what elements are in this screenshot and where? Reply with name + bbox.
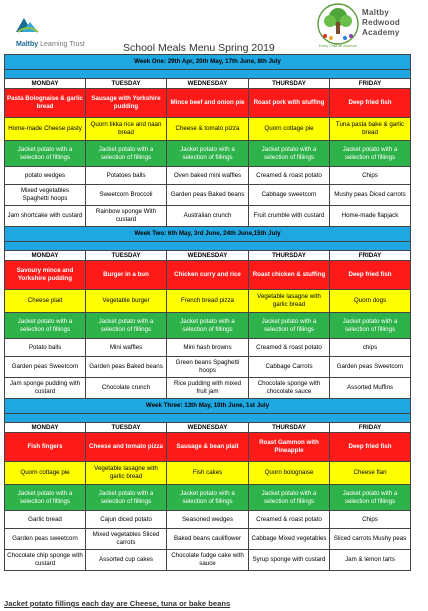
main-course-cell: Cheese and tomato pizza [86,433,167,462]
main-course-cell: Deep fried fish [330,261,411,290]
jacket-potato-cell: Jacket potato with a selection of fillings [167,141,249,167]
jacket-potato-cell: Jacket potato with a selection of fillings [249,141,330,167]
main-course-cell: Chicken curry and rice [167,261,249,290]
vegetable-side-row [5,529,411,550]
alternative-course-cell: Vegetable lasagne with garlic bread [249,290,330,313]
jacket-potato-cell: Jacket potato with a selection of fillings [249,313,330,339]
week-title-row [5,55,411,70]
vegetable-side-cell: Cabbage Mixed vegetables [249,529,330,550]
day-header: TUESDAY [86,79,167,89]
jacket-potato-row [5,141,411,167]
dessert-cell: Chocolate chip sponge with custard [5,550,86,571]
alternative-course-row [5,290,411,313]
main-course-cell: Burger in a bun [86,261,167,290]
week-spacer-row [5,414,411,423]
vegetable-side-cell: Green beans Spaghetti hoops [167,357,249,378]
jacket-potato-cell: Jacket potato with a selection of fillings [167,485,249,511]
day-header: FRIDAY [330,423,411,433]
main-course-cell: Savoury mince and Yorkshire pudding [5,261,86,290]
day-header: WEDNESDAY [167,251,249,261]
dessert-cell: Jam sponge pudding with custard [5,378,86,399]
side-cell: Oven baked mini waffles [167,167,249,185]
trust-name [16,41,85,48]
week-title: Week Three: 13th May, 10th June, 1st July [5,399,411,414]
vegetable-side-cell: Cabbage Carrots [249,357,330,378]
vegetable-side-cell: Garden peas Baked beans [86,357,167,378]
alternative-course-cell: Quorn tikka rice and naan bread [86,118,167,141]
side-cell: Potatoes balls [86,167,167,185]
jacket-potato-cell: Jacket potato with a selection of fillings [330,485,411,511]
main-course-cell: Pasta Bolognaise & garlic bread [5,89,86,118]
main-course-cell: Sausage with Yorkshire pudding [86,89,167,118]
alternative-course-cell: Cheese flan [330,462,411,485]
dessert-cell: Fruit crumble with custard [249,206,330,227]
jacket-potato-cell: Jacket potato with a selection of fillings [5,313,86,339]
dessert-cell: Rainbow sponge With custard [86,206,167,227]
day-header: WEDNESDAY [167,423,249,433]
dessert-cell: Assorted Muffins [330,378,411,399]
academy-name-line2: Redwood [362,18,401,27]
vegetable-side-row [5,357,411,378]
week-title: Week One: 29th Apr, 20th May, 17th June, 8th July [5,55,411,70]
alternative-course-cell: Vegetable lasagne with garlic bread [86,462,167,485]
vegetable-side-cell: Sliced carrots Mushy peas [330,529,411,550]
dessert-cell: Chocolate crunch [86,378,167,399]
alternative-course-cell: Cheese & tomato pizza [167,118,249,141]
side-row [5,339,411,357]
jacket-potato-row [5,485,411,511]
main-course-row [5,433,411,462]
main-course-cell: Deep fried fish [330,433,411,462]
day-header: MONDAY [5,251,86,261]
vegetable-side-cell: Garden peas Sweetcorn [330,357,411,378]
day-header: WEDNESDAY [167,79,249,89]
side-row [5,167,411,185]
alternative-course-cell: Tuna pasta bake & garlic bread [330,118,411,141]
jacket-potato-row [5,313,411,339]
side-cell: Creamed & roast potato [249,339,330,357]
week-title-row [5,399,411,414]
side-cell: Mini waffles [86,339,167,357]
main-course-cell: Mince beef and onion pie [167,89,249,118]
main-course-cell: Fish fingers [5,433,86,462]
jacket-potato-cell: Jacket potato with a selection of fillings [330,141,411,167]
alternative-course-row [5,462,411,485]
menu-body [5,55,411,571]
page-header [0,0,428,56]
academy-tree-logo [316,2,360,50]
main-course-cell: Roast Gammon with Pineapple [249,433,330,462]
vegetable-side-cell: Garden peas Baked beans [167,185,249,206]
side-cell: potato wedges [5,167,86,185]
day-header-row [5,79,411,89]
main-course-cell: Roast pork with stuffing [249,89,330,118]
alternative-course-cell: Quorn cottage pie [5,462,86,485]
side-cell: Creamed & roast potato [249,511,330,529]
dessert-row [5,550,411,571]
vegetable-side-cell: Mixed vegetables Sliced carrots [86,529,167,550]
side-cell: Chips [330,167,411,185]
svg-text:Every Child an Achiever: Every Child an Achiever [318,44,358,48]
jacket-potato-cell: Jacket potato with a selection of fillings [5,141,86,167]
day-header: FRIDAY [330,79,411,89]
week-spacer [5,242,411,251]
dessert-cell: Chocolate fudge cake with sauce [167,550,249,571]
vegetable-side-cell: Mushy peas Diced carrots [330,185,411,206]
day-header: MONDAY [5,423,86,433]
academy-name-line3: Academy [362,28,400,37]
dessert-cell: Jam shortcake with custard [5,206,86,227]
week-spacer-row [5,242,411,251]
dessert-cell: Jam & lemon tarts [330,550,411,571]
day-header: THURSDAY [249,423,330,433]
alternative-course-cell: Vegetable burger [86,290,167,313]
week-spacer-row [5,70,411,79]
jacket-potato-cell: Jacket potato with a selection of fillings [86,141,167,167]
side-cell: Potato balls [5,339,86,357]
alternative-course-cell: Quorn dogs [330,290,411,313]
side-cell: Garlic bread [5,511,86,529]
day-header-row [5,251,411,261]
vegetable-side-cell: Garden peas sweetcorn [5,529,86,550]
jacket-potato-cell: Jacket potato with a selection of fillings [167,313,249,339]
side-cell: Mini hash browns [167,339,249,357]
vegetable-side-row [5,185,411,206]
jacket-potato-cell: Jacket potato with a selection of fillings [5,485,86,511]
menu-table [4,54,411,571]
day-header: TUESDAY [86,251,167,261]
dessert-cell: Rice pudding with mixed fruit jam [167,378,249,399]
side-row [5,511,411,529]
jacket-potato-cell: Jacket potato with a selection of fillings [86,485,167,511]
side-cell: Creamed & roast potato [249,167,330,185]
jacket-potato-cell: Jacket potato with a selection of fillings [249,485,330,511]
vegetable-side-cell: Baked beans cauliflower [167,529,249,550]
jacket-fillings-note: Jacket potato fillings each day are Cheese, tuna or bake beans [4,599,231,608]
jacket-potato-cell: Jacket potato with a selection of fillings [86,313,167,339]
alternative-course-cell: Cheese plait [5,290,86,313]
week-spacer [5,70,411,79]
week-title: Week Two: 6th May, 3rd June, 24th June,15th July [5,227,411,242]
dessert-row [5,378,411,399]
dessert-cell: Australian crunch [167,206,249,227]
page-title: School Meals Menu Spring 2019 [123,42,275,54]
alternative-course-cell: Fish cakes [167,462,249,485]
alternative-course-cell: French bread pizza [167,290,249,313]
day-header: THURSDAY [249,251,330,261]
main-course-cell: Roast chicken & stuffing [249,261,330,290]
alternative-course-cell: Home-made Cheese pasty [5,118,86,141]
alternative-course-row [5,118,411,141]
week-title-row [5,227,411,242]
side-cell: chips [330,339,411,357]
side-cell: Seasoned wedges [167,511,249,529]
vegetable-side-cell: Garden peas Sweetcorn [5,357,86,378]
alternative-course-cell: Quorn cottage pie [249,118,330,141]
dessert-cell: Syrup sponge with custard [249,550,330,571]
side-cell: Cajun diced potato [86,511,167,529]
side-cell: Chips [330,511,411,529]
dessert-cell: Chocolate sponge with chocolate sauce [249,378,330,399]
main-course-cell: Sausage & bean plait [167,433,249,462]
day-header: TUESDAY [86,423,167,433]
trust-name-rest: Learning Trust [40,41,85,48]
trust-name-bold: Maltby [16,41,39,48]
main-course-cell: Deep fried fish [330,89,411,118]
vegetable-side-cell: Mixed vegetables Spaghetti hoops [5,185,86,206]
academy-name-line1: Maltby [362,8,390,17]
jacket-potato-cell: Jacket potato with a selection of fillings [330,313,411,339]
dessert-cell: Home-made flapjack [330,206,411,227]
day-header: THURSDAY [249,79,330,89]
vegetable-side-cell: Sweetcorn Broccoli [86,185,167,206]
main-course-row [5,261,411,290]
vegetable-side-cell: Cabbage sweetcorn [249,185,330,206]
academy-name [362,8,400,38]
day-header: MONDAY [5,79,86,89]
dessert-row [5,206,411,227]
dessert-cell: Assorted cup cakes [86,550,167,571]
week-spacer [5,414,411,423]
alternative-course-cell: Quorn bolognaise [249,462,330,485]
day-header: FRIDAY [330,251,411,261]
day-header-row [5,423,411,433]
main-course-row [5,89,411,118]
